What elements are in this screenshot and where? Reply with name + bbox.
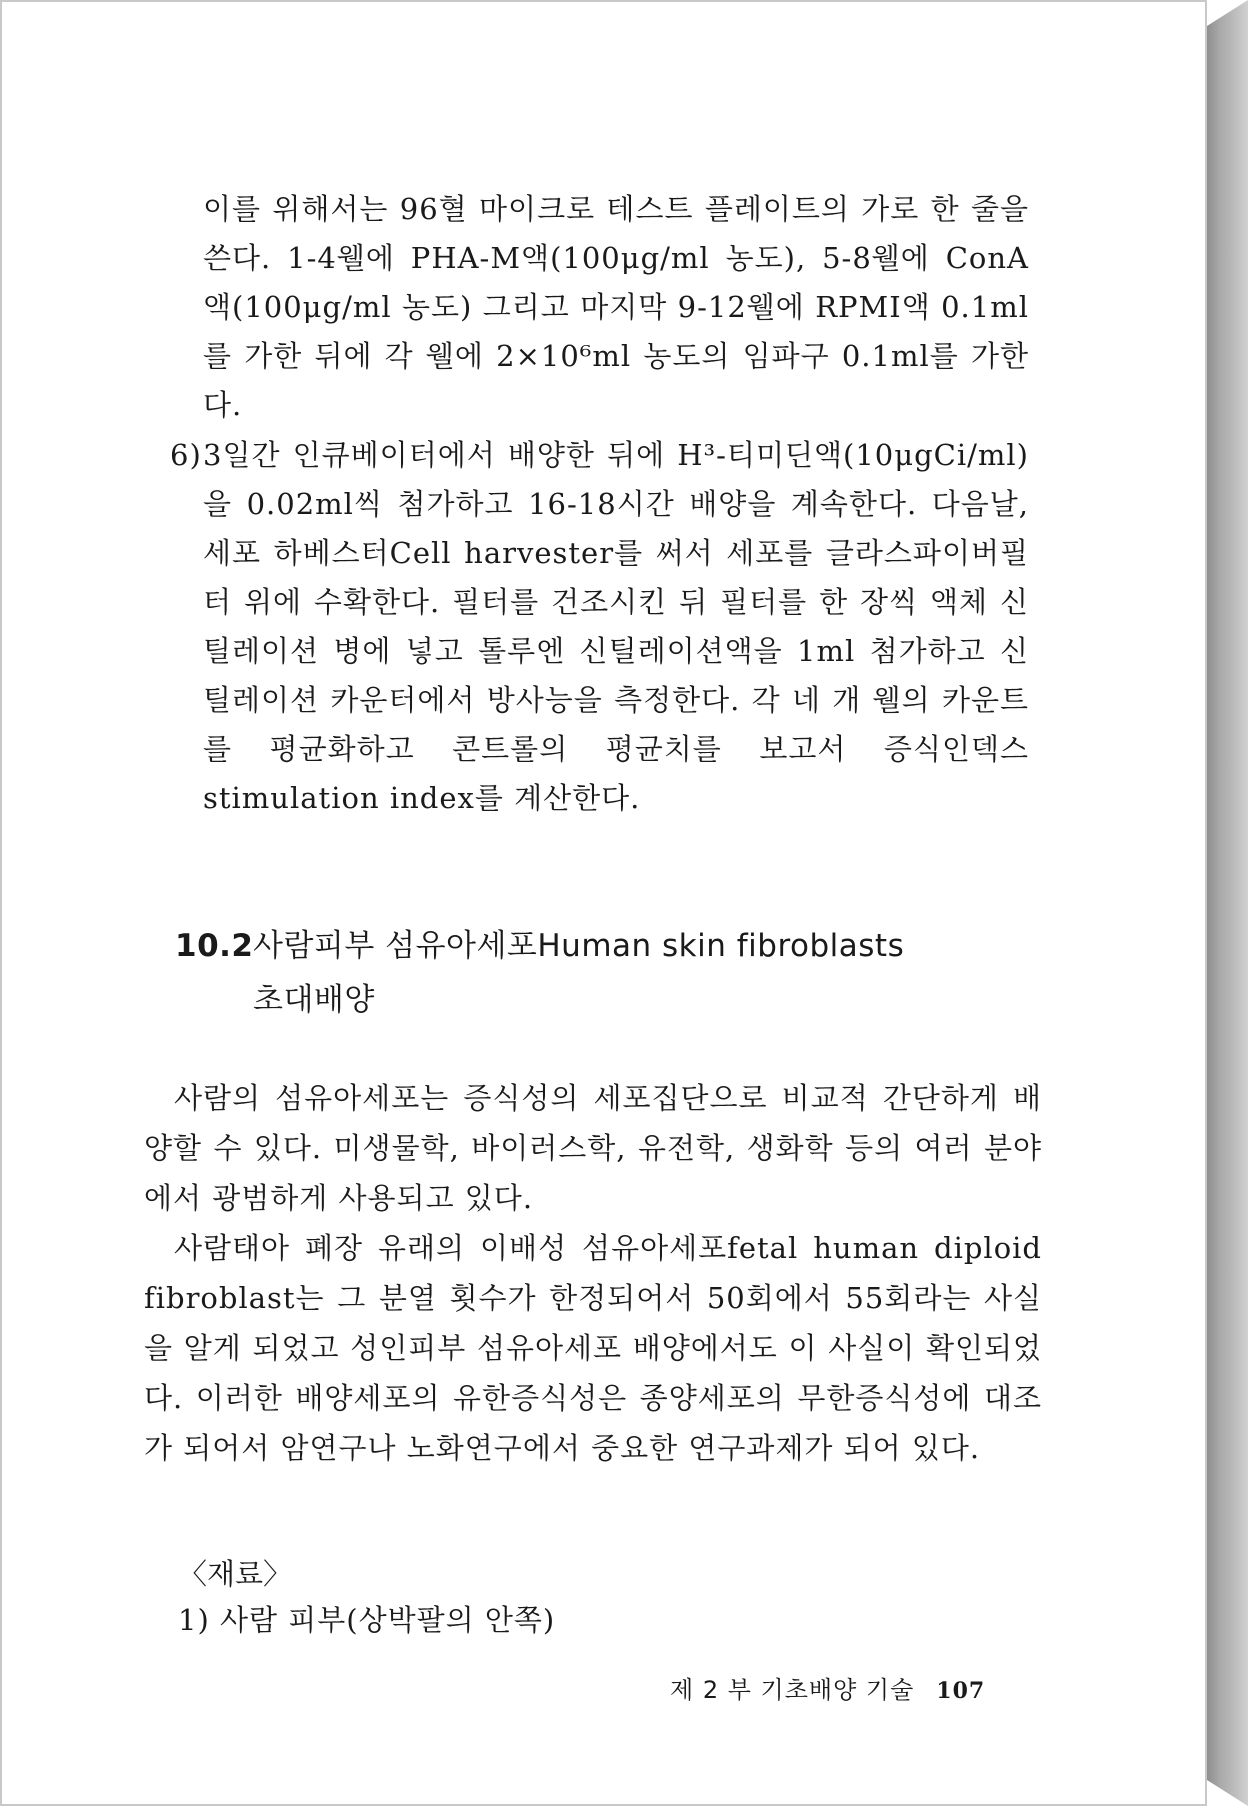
section-title-line2: 초대배양 — [253, 982, 375, 1018]
step-text: 3일간 인큐베이터에서 배양한 뒤에 H³-티미딘액(10μgCi/ml)을 0.02ml씩 첨가하고 16-18시간 배양을 계속한다. 다음날, 세포 하베스터Cell harvester를 써서 세포를 글라스파이버필터 위에 수확한다. 필터를 건조시킨 뒤 필터를 한 장씩 액체 신틸레이션 병에 넣고 톨루엔 신틸레이션액을 1ml 첨가하고 신틸레이션 카운터에서 방사능을 측정한다. 각 네 개 웰의 카운트를 평균화하고 콘트롤의 평균치를 보고서 증식인덱스stimulation index를 계산한다. — [203, 438, 1029, 815]
paragraph-text: 사람태아 폐장 유래의 이배성 섬유아세포fetal human diploid fibroblast는 그 분열 횟수가 한정되어서 50회에서 55회라는 사실을 알게 되었고 성인피부 섬유아세포 배양에서도 이 사실이 확인되었다. 이러한 배양세포의 유한증식성은 종양세포의 무한증식성에 대조가 되어서 암연구나 노화연구에서 중요한 연구과제가 되어 있다. — [144, 1231, 1042, 1465]
body-paragraph — [144, 1223, 1042, 1473]
running-footer-title: 제 2 부 기초배양 기술 — [670, 1676, 915, 1704]
section-number: 10.2 — [175, 928, 254, 964]
procedure-step — [170, 431, 1029, 823]
page-edge — [1207, 0, 1248, 1806]
section-title-line1: 사람피부 섬유아세포Human skin fibroblasts — [253, 928, 905, 964]
materials-list-item: 1) 사람 피부(상박팔의 안쪽) — [178, 1603, 556, 1637]
step-number: 6) — [170, 438, 202, 472]
paragraph-text: 사람의 섬유아세포는 증식성의 세포집단으로 비교적 간단하게 배양할 수 있다. 미생물학, 바이러스학, 유전학, 생화학 등의 여러 분야에서 광범하게 사용되고 있다. — [144, 1081, 1042, 1215]
materials-heading: 〈재료〉 — [178, 1557, 293, 1591]
intro-paragraph: 이를 위해서는 96혈 마이크로 테스트 플레이트의 가로 한 줄을 쓴다. 1-4웰에 PHA-M액(100μg/ml 농도), 5-8웰에 ConA액(100μg/ml 농도) 그리고 마지막 9-12웰에 RPMI액 0.1ml를 가한 뒤에 각 웰에 2×10⁶ml 농도의 임파구 0.1ml를 가한다. — [203, 192, 1029, 422]
section-heading — [175, 919, 1035, 1027]
page-number: 107 — [936, 1678, 986, 1704]
body-paragraph — [144, 1073, 1042, 1223]
page-footer — [670, 1672, 985, 1709]
